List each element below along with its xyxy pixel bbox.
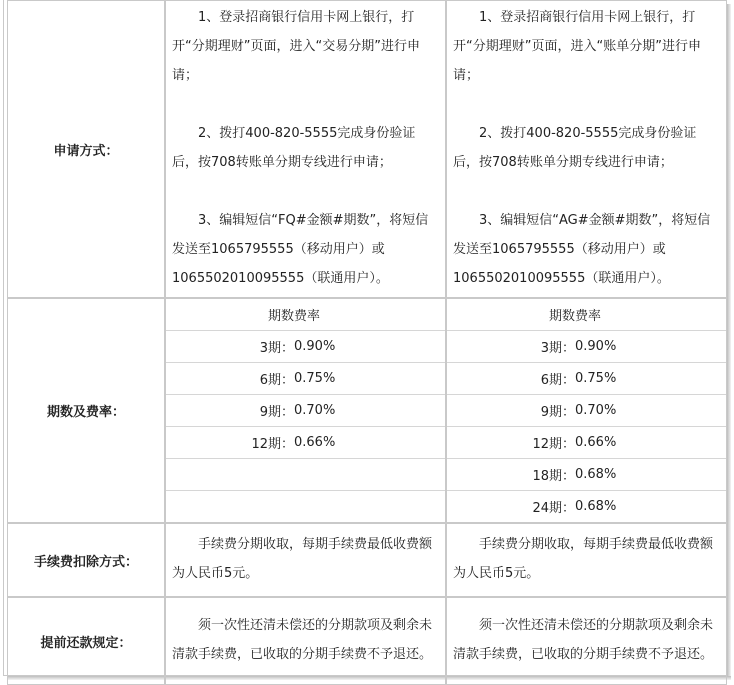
rate-header	[166, 299, 445, 331]
rate-value: 0.68%	[575, 459, 726, 491]
table-row-prepay	[7, 597, 727, 685]
fee-cell-left	[165, 523, 446, 597]
apply-step-3: 3、编辑短信“FQ#金额#期数”，将短信发送至1065795555（移动用户）或1065502010095555（联通用户）。	[172, 213, 429, 286]
rate-header-rate: 费率	[575, 299, 726, 331]
rate-row	[447, 395, 726, 427]
rate-term: 3期：	[166, 331, 294, 363]
rate-table-left	[166, 299, 445, 522]
rate-value	[294, 459, 445, 491]
prepay-cell-left	[165, 597, 446, 685]
rate-header-term: 期数	[166, 299, 294, 331]
apply-step-2: 2、拨打400-820-5555完成身份验证后，按708转账单分期专线进行申请；	[172, 126, 416, 170]
table-row-apply	[7, 0, 727, 298]
rate-row	[166, 491, 445, 523]
rate-row	[166, 427, 445, 459]
rate-term	[166, 459, 294, 491]
table-row-fee	[7, 523, 727, 597]
rate-row	[447, 459, 726, 491]
rate-row	[166, 459, 445, 491]
prepay-text: 须一次性还清未偿还的分期款项及剩余未清款手续费，已收取的分期手续费不予退还。	[172, 618, 433, 662]
prepay-cell-right	[446, 597, 727, 685]
rate-value: 0.75%	[294, 363, 445, 395]
apply-step-1: 1、登录招商银行信用卡网上银行，打开“分期理财”页面，进入“交易分期”进行申请；	[172, 10, 420, 83]
fee-text: 手续费分期收取，每期手续费最低收费额为人民币5元。	[453, 537, 714, 581]
rate-value: 0.66%	[294, 427, 445, 459]
rate-term: 6期：	[447, 363, 575, 395]
rate-value: 0.70%	[294, 395, 445, 427]
rate-row	[166, 395, 445, 427]
rate-term: 6期：	[166, 363, 294, 395]
installment-table	[7, 0, 727, 685]
rate-row	[447, 427, 726, 459]
apply-step-2: 2、拨打400-820-5555完成身份验证后，按708转账单分期专线进行申请；	[453, 126, 697, 170]
rate-term: 12期：	[166, 427, 294, 459]
rate-value: 0.66%	[575, 427, 726, 459]
rate-term: 3期：	[447, 331, 575, 363]
prepay-text: 须一次性还清未偿还的分期款项及剩余未清款手续费，已收取的分期手续费不予退还。	[453, 618, 714, 662]
rates-cell-right	[446, 298, 727, 523]
rate-header	[447, 299, 726, 331]
rate-term	[166, 491, 294, 523]
rate-value: 0.75%	[575, 363, 726, 395]
frame-shadow-right	[727, 4, 731, 680]
apply-step-1: 1、登录招商银行信用卡网上银行，打开“分期理财”页面，进入“账单分期”进行申请；	[453, 10, 701, 83]
rate-term: 12期：	[447, 427, 575, 459]
table-row-rates	[7, 298, 727, 523]
rate-term: 24期：	[532, 501, 575, 516]
rate-row	[166, 331, 445, 363]
row-label-rates: 期数及费率：	[7, 298, 165, 523]
rates-cell-left	[165, 298, 446, 523]
rate-term: 9期：	[447, 395, 575, 427]
rate-value: 0.70%	[575, 395, 726, 427]
rate-term: 18期：	[447, 459, 575, 491]
rate-value: 0.90%	[575, 331, 726, 363]
rate-row	[447, 331, 726, 363]
row-label-fee: 手续费扣除方式：	[7, 523, 165, 597]
rate-value: 0.68%	[575, 499, 617, 514]
fee-cell-right	[446, 523, 727, 597]
rate-row	[447, 491, 726, 523]
rate-row	[166, 363, 445, 395]
rate-header-term: 期数	[447, 299, 575, 331]
rate-value: 0.90%	[294, 331, 445, 363]
row-label-apply: 申请方式：	[7, 0, 165, 298]
rate-term: 9期：	[166, 395, 294, 427]
apply-cell-right	[446, 0, 727, 298]
rate-header-rate: 费率	[294, 299, 445, 331]
rate-row	[447, 363, 726, 395]
row-label-prepay: 提前还款规定：	[7, 597, 165, 685]
rate-table-right	[447, 299, 726, 522]
apply-step-3: 3、编辑短信“AG#金额#期数”，将短信发送至1065795555（移动用户）或1065502010095555（联通用户）。	[453, 213, 711, 286]
apply-cell-left	[165, 0, 446, 298]
rate-value	[294, 491, 445, 523]
fee-text: 手续费分期收取，每期手续费最低收费额为人民币5元。	[172, 537, 433, 581]
